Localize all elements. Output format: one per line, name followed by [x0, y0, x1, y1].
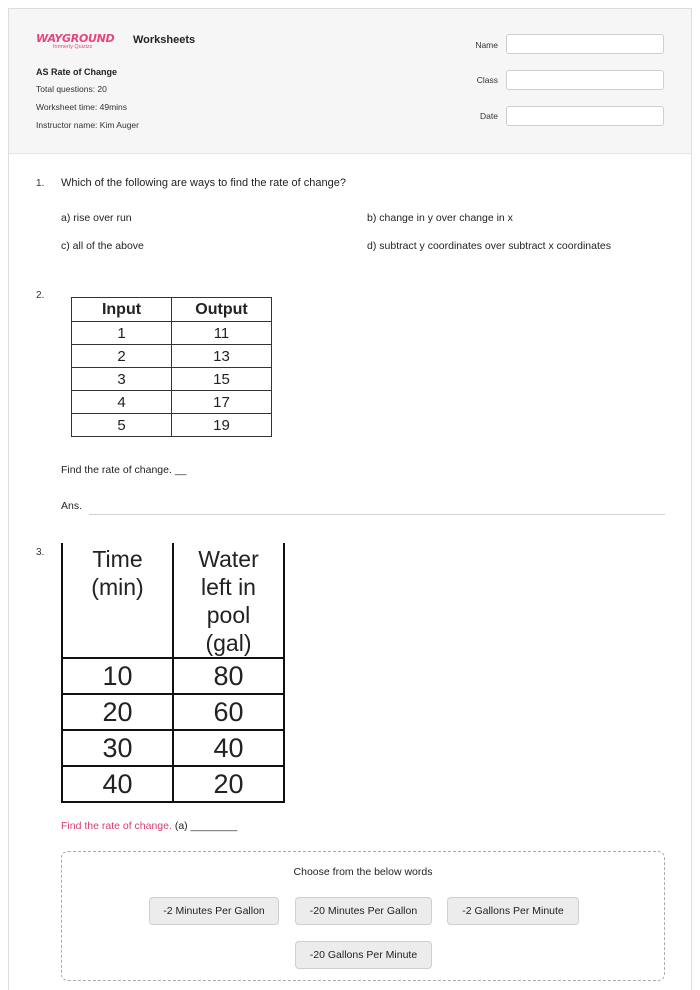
table-header-cell	[62, 543, 173, 658]
answer-label: Ans.	[61, 500, 83, 512]
table-row	[72, 322, 272, 345]
table-row	[72, 391, 272, 414]
option-a[interactable]	[61, 212, 132, 224]
table-row	[62, 694, 284, 730]
choice-chip[interactable]: -2 Minutes Per Gallon	[149, 897, 279, 925]
blank-a[interactable]: (a) ________	[174, 820, 238, 832]
header-line: (min)	[91, 574, 144, 600]
table-cell: 13	[172, 345, 272, 368]
table-header-cell: Input	[72, 298, 172, 322]
class-field[interactable]	[506, 70, 664, 90]
table-row	[72, 368, 272, 391]
choice-chip[interactable]: -2 Gallons Per Minute	[447, 897, 579, 925]
header-line: Water	[198, 546, 259, 572]
table-header-row	[62, 543, 284, 658]
option-text: change in y over change in x	[379, 212, 513, 224]
worksheet-title: AS Rate of Change	[36, 67, 118, 77]
total-questions: Total questions: 20	[36, 84, 107, 94]
table-cell: 10	[62, 658, 173, 694]
table-row	[72, 345, 272, 368]
table-row	[62, 658, 284, 694]
app-name: Worksheets	[133, 34, 196, 46]
prompt-text: Find the rate of change.	[61, 820, 172, 832]
question-1-text: Which of the following are ways to find the rate of change?	[61, 177, 346, 189]
option-c[interactable]	[61, 240, 144, 252]
table-cell: 20	[62, 694, 173, 730]
question-1-number: 1.	[36, 178, 45, 189]
date-label: Date	[480, 111, 498, 121]
class-label: Class	[476, 75, 498, 85]
question-3-prompt	[61, 820, 237, 832]
option-letter: c)	[61, 240, 70, 252]
worksheet-time: Worksheet time: 49mins	[36, 102, 128, 112]
table-cell: 11	[172, 322, 272, 345]
table-cell: 4	[72, 391, 172, 414]
option-letter: b)	[367, 212, 377, 224]
table-row	[62, 766, 284, 802]
option-letter: a)	[61, 212, 71, 224]
choice-chip[interactable]: -20 Gallons Per Minute	[295, 941, 432, 969]
table-cell: 2	[72, 345, 172, 368]
table-cell: 60	[173, 694, 284, 730]
name-field[interactable]	[506, 34, 664, 54]
instructor-name: Instructor name: Kim Auger	[36, 120, 139, 130]
answer-line[interactable]	[89, 514, 665, 515]
table-cell: 5	[72, 414, 172, 437]
header-line: Time	[92, 546, 143, 572]
worksheet-header	[9, 9, 691, 154]
question-2-prompt: Find the rate of change. __	[61, 464, 187, 476]
question-3-number: 3.	[36, 547, 45, 558]
option-letter: d)	[367, 240, 377, 252]
table-row	[72, 414, 272, 437]
table-cell: 80	[173, 658, 284, 694]
option-text: subtract y coordinates over subtract x coordinates	[379, 240, 611, 252]
option-d[interactable]	[367, 240, 611, 252]
table-cell: 30	[62, 730, 173, 766]
worksheet	[8, 8, 692, 990]
wayground-logo	[36, 29, 115, 50]
option-b[interactable]	[367, 212, 513, 224]
table-cell: 3	[72, 368, 172, 391]
header-line: (gal)	[205, 630, 252, 656]
table-cell: 40	[62, 766, 173, 802]
time-water-table	[61, 543, 285, 803]
logo-subtext: formerly Quizizz	[53, 44, 93, 50]
input-output-table	[71, 297, 272, 437]
option-text: rise over run	[73, 212, 132, 224]
table-cell: 40	[173, 730, 284, 766]
option-text: all of the above	[72, 240, 144, 252]
table-header-row	[72, 298, 272, 322]
table-cell: 17	[172, 391, 272, 414]
date-field[interactable]	[506, 106, 664, 126]
table-cell: 1	[72, 322, 172, 345]
table-cell: 15	[172, 368, 272, 391]
table-cell: 20	[173, 766, 284, 802]
word-bank	[61, 851, 665, 981]
table-row	[62, 730, 284, 766]
choice-chip[interactable]: -20 Minutes Per Gallon	[295, 897, 432, 925]
table-header-cell	[173, 543, 284, 658]
name-label: Name	[475, 40, 498, 50]
table-cell: 19	[172, 414, 272, 437]
logo-text: WAYGROUND	[36, 32, 115, 45]
header-line: pool	[206, 602, 251, 628]
header-line: left in	[201, 574, 256, 600]
question-2-number: 2.	[36, 290, 45, 301]
table-header-cell: Output	[172, 298, 272, 322]
word-bank-title: Choose from the below words	[293, 866, 433, 878]
